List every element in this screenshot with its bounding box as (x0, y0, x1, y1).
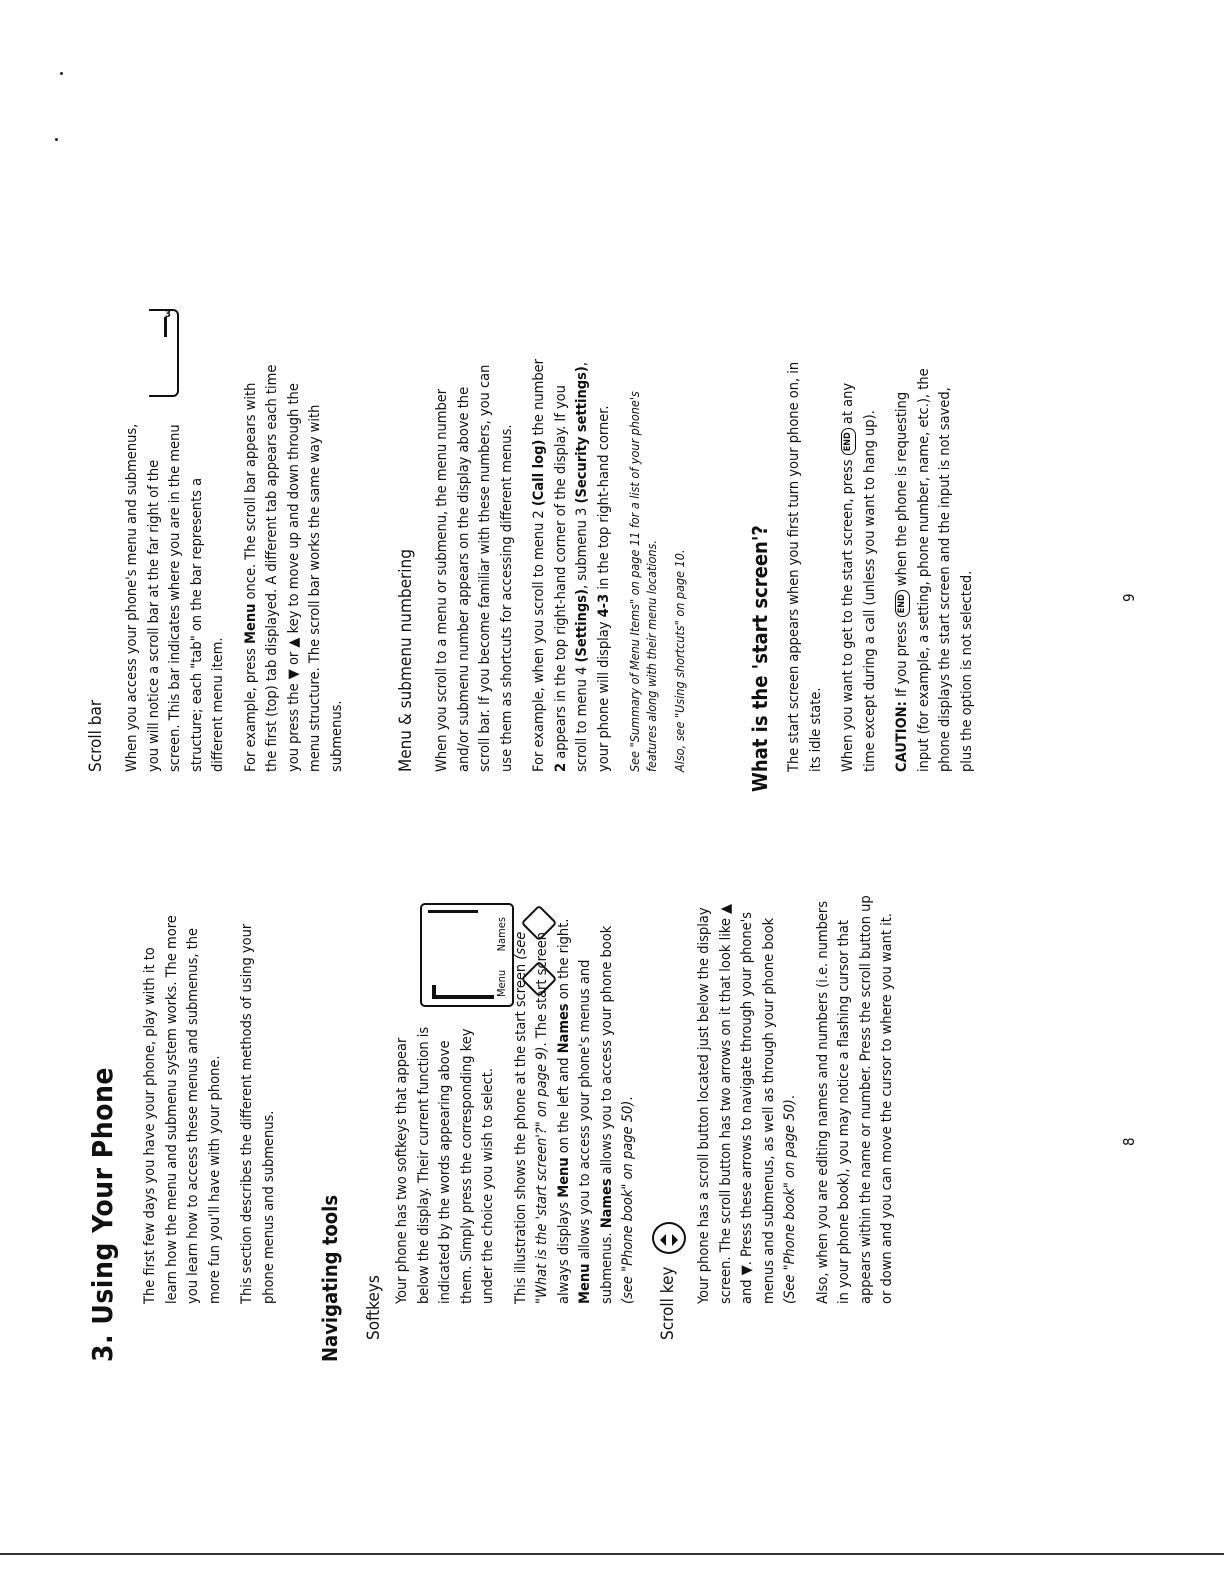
end-key-icon: END (841, 428, 856, 455)
caution-label: CAUTION: (894, 701, 910, 772)
down-arrow-icon: ▼ (285, 669, 302, 680)
menu-numbering-paragraph: For example, when you scroll to menu 2 (Call log) the number 2 appears in the top right-hand corner of the display. If you scroll to menu 4 (Settings), submenu 3 (Security settings), your phone will display 4-3 in the top right-hand corner. (531, 358, 612, 772)
page-number: 8 (1120, 1137, 1138, 1146)
down-arrow-icon: ▼ (739, 1265, 755, 1276)
scroll-bar-paragraph: For example, press Menu once. The scroll bar appears with the first (top) tab displayed. A different tab appears each time you press the ▼ or ▲ key to move up and down through the menu structure. The scroll bar works the same way with submenus. (242, 364, 345, 772)
display-names-label: Names (495, 917, 508, 952)
start-screen-column (784, 358, 989, 772)
phone-display-illustration (420, 903, 514, 1007)
scroll-key-paragraph: Also, when you are editing names and numbers (i.e. numbers in your phone book), you may notice a flashing cursor that appears within the name or number. Press the scroll button up or down and you can move the cursor to where you want it. (814, 895, 895, 1304)
menu-numbering-column (432, 358, 699, 772)
softkeys-paragraph: This illustration shows the phone at the start screen (see "What is the 'start screen'?" on page 9). The start screen always displays Menu on the left and Names on the right. Menu allows you to access your phone's menus and submenus. Names allows you to access your phone book (see "Phone book" on page 50). (512, 918, 636, 1304)
note: Also, see "Using shortcuts" on page 10. (672, 549, 687, 772)
intro-paragraph: This section describes the different methods of using your phone menus and submenus. (239, 923, 277, 1304)
scroll-bar-paragraph: When you access your phone's menu and submenus, you will notice a scroll bar at the far right of the screen. This bar indicates where you are in the menu structure; each "tab" on the bar represents a different menu item. (124, 423, 226, 772)
scroll-key-paragraph: Your phone has a scroll button located just below the display screen. The scroll button has two arrows on it that look like ▲ and ▼. Press these arrows to navigate through your phone's menus and submenus, as well as through your phone book (See "Phone book" on page 50). (696, 903, 798, 1304)
signal-bar (432, 995, 494, 999)
intro-paragraph: The first few days you have your phone, play with it to learn how the menu and submenu system works. The more you learn how to access these menus and submenus, the more fun you'll have with your phone. (142, 915, 223, 1304)
up-arrow-icon: ▲ (285, 637, 302, 648)
scroll-bar-tab (164, 317, 167, 337)
signal-bar-top (432, 985, 436, 999)
scroll-key-heading: Scroll key (658, 1266, 678, 1340)
start-screen-paragraph: When you want to get to the start screen, press END at any time except during a call (unless you want to hang up). (840, 382, 878, 772)
chapter-title: 3. Using Your Phone (86, 1066, 119, 1362)
menu-numbering-heading: Menu & submenu numbering (396, 549, 416, 772)
note: See "Summary of Menu Items" on page 11 for a list of your phone's features along with their menu locations. (627, 391, 659, 772)
left-page (0, 792, 1224, 1584)
cross-reference: (see "Phone book" on page 50) (620, 1100, 636, 1304)
cross-reference: (See "Phone book" on page 50) (782, 1099, 798, 1304)
scroll-key-heading-row (652, 1190, 686, 1340)
scroll-key-icon (652, 1222, 686, 1254)
end-key-icon: END (895, 590, 910, 617)
scroll-bar-column (122, 358, 359, 772)
display-menu-label: Menu (495, 969, 508, 997)
softkeys-paragraph: Your phone has two softkeys that appear below the display. Their current function is indicated by the words appearing above them. Simply press the corresponding key under the choice you wish to select. (394, 1026, 496, 1304)
start-screen-paragraph: The start screen appears when you first turn your phone on, in its idle state. (786, 361, 824, 772)
battery-bar (428, 910, 478, 913)
up-arrow-icon: ▲ (717, 903, 734, 914)
scroll-bar-heading: Scroll bar (86, 699, 106, 772)
softkeys-heading: Softkeys (364, 1275, 384, 1340)
scroll-key-column (694, 894, 910, 1304)
caution-paragraph: CAUTION: If you press END when the phone is requesting input (for example, a setting, phone number, name, etc.), the phone displays the start screen and the input is not saved, plus the option is not selected. (894, 368, 975, 772)
page-number: 9 (1120, 593, 1138, 602)
scroll-bar-number: 3 (164, 309, 171, 320)
intro-column (140, 914, 291, 1304)
start-screen-heading: What is the 'start screen'? (748, 525, 772, 792)
menu-numbering-paragraph: When you scroll to a menu or submenu, the menu number and/or submenu number appears on the display above the scroll bar. If you become familiar with these numbers, you can use them as shortcuts for accessing different menus. (434, 364, 515, 772)
navigating-tools-heading: Navigating tools (318, 1194, 342, 1362)
cross-reference: (see "What is the 'start screen'?" on page 9) (512, 931, 550, 1304)
